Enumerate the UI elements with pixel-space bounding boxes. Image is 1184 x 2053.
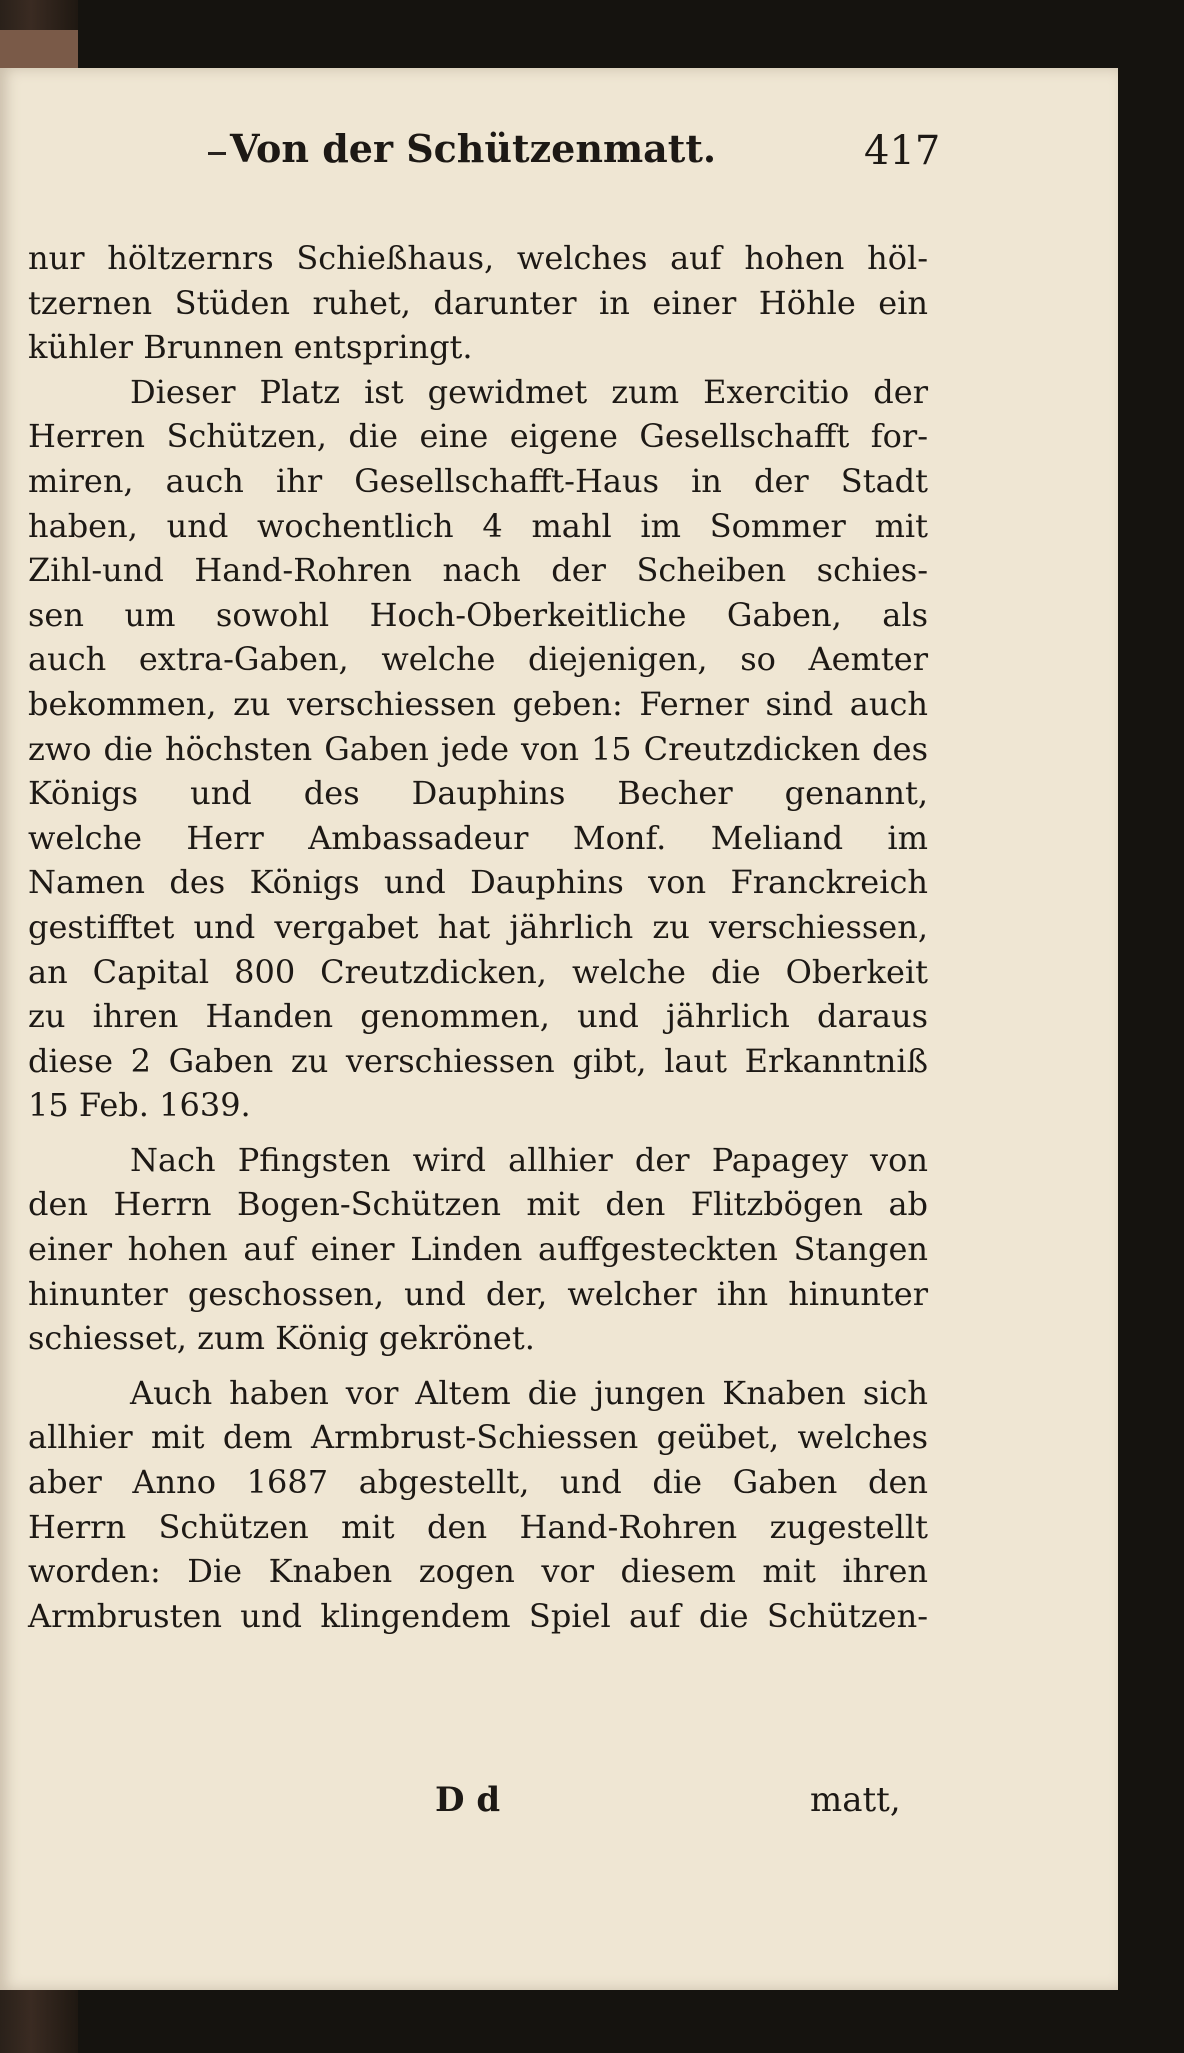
text-line: zu ihren Handen genommen, und jährlich daraus [28, 997, 928, 1036]
text-line: allhier mit dem Armbrust-Schiessen geübet, welches [28, 1418, 928, 1457]
text-line: miren, auch ihr Gesellschafft-Haus in der Stadt [28, 461, 928, 500]
text-line: den Herrn Bogen-Schützen mit den Flitzbögen ab [28, 1185, 928, 1224]
text-line: schiesset, zum König gekrönet. [28, 1319, 535, 1358]
text-line: haben, und wochentlich 4 mahl im Sommer mit [28, 506, 928, 545]
spine-label-strip [0, 30, 78, 70]
text-line: nur höltzernrs Schießhaus, welches auf hohen höl- [28, 239, 928, 277]
paragraph-gap [28, 1361, 928, 1371]
body-text [28, 236, 928, 1638]
text-line: kühler Brunnen entspringt. [28, 328, 473, 367]
text-line: bekommen, zu verschiessen geben: Ferner sind auch [28, 684, 928, 723]
paragraph-gap [28, 1128, 928, 1138]
text-line: Herrn Schützen mit den Hand-Rohren zugestellt [28, 1507, 928, 1546]
text-line: Namen des Königs und Dauphins von Franckreich [28, 863, 928, 902]
page-number: 417 [864, 128, 941, 174]
text-line: Herren Schützen, die eine eigene Gesellschafft for- [28, 417, 928, 456]
text-line: Nach Pfingsten wird allhier der Papagey von [130, 1140, 928, 1179]
text-line: an Capital 800 Creutzdicken, welche die Oberkeit [28, 952, 928, 991]
text-line: aber Anno 1687 abgestellt, und die Gaben den [28, 1463, 928, 1502]
text-line: einer hohen auf einer Linden auffgesteckten Stangen [28, 1230, 928, 1269]
text-line: Dieser Platz ist gewidmet zum Exercitio der [130, 372, 928, 411]
header-dash [208, 152, 226, 155]
text-line: diese 2 Gaben zu verschiessen gibt, laut Erkanntniß [28, 1041, 928, 1080]
text-line: Auch haben vor Altem die jungen Knaben sich [130, 1373, 928, 1412]
catchword: matt, [810, 1780, 901, 1820]
text-line: Königs und des Dauphins Becher genannt, [28, 774, 928, 813]
text-line: welche Herr Ambassadeur Monf. Meliand im [28, 818, 928, 857]
signature-mark: D d [435, 1780, 501, 1820]
page-header [0, 120, 1118, 190]
text-line: sen um sowohl Hoch-Oberkeitliche Gaben, als [28, 595, 928, 634]
text-line: worden: Die Knaben zogen vor diesem mit ihren [28, 1552, 928, 1591]
text-line: gestifftet und vergabet hat jährlich zu verschiessen, [28, 907, 928, 946]
running-title: Von der Schützenmatt. [230, 126, 717, 171]
text-line: hinunter geschossen, und der, welcher ihn hinunter [28, 1274, 928, 1313]
page-footer [0, 1780, 1118, 1830]
text-line: Armbrusten und klingendem Spiel auf die Schützen- [28, 1596, 928, 1635]
text-line: 15 Feb. 1639. [28, 1086, 251, 1125]
text-line: Zihl-und Hand-Rohren nach der Scheiben schies- [28, 551, 928, 590]
text-line: zwo die höchsten Gaben jede von 15 Creutzdicken des [28, 729, 928, 768]
text-line: auch extra-Gaben, welche diejenigen, so Aemter [28, 640, 928, 679]
text-line: tzernen Stüden ruhet, darunter in einer Höhle ein [28, 283, 928, 322]
